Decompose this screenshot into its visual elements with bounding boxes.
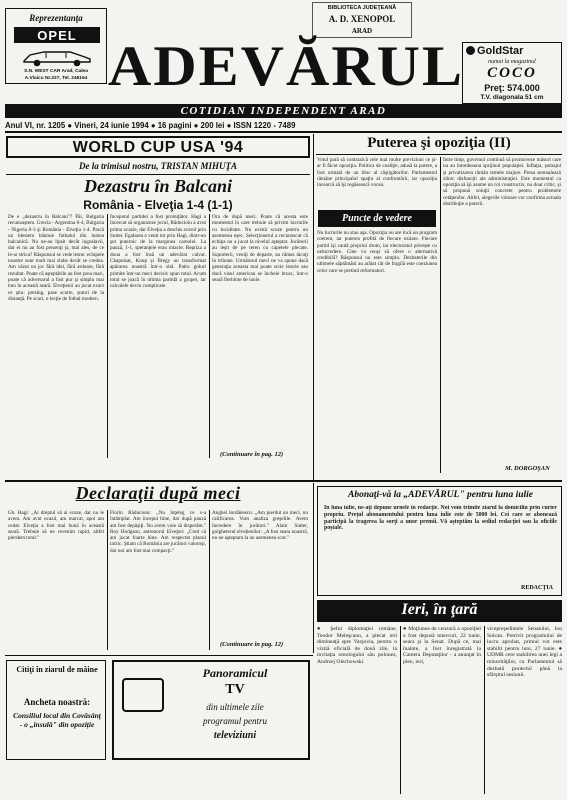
opel-brand: OPEL [37, 28, 77, 43]
panoramic-line4: programul pentru [203, 716, 267, 726]
worldcup-col2: Începutul partidei a fost promiţător. Hagi a încercat să organizeze jocul, Răducioiu a avut prima ocazie, dar Elveţia a deschis scorul prin Sutter. Egalarea a venit tot prin Hagi, dintr-un şut puternic de la marginea careului. La pauză, 1-1, speranţele erau intacte. Repriza a doua a fost însă un adevărat calvar. Chapuisat, Knup şi Bregy au transformat apărarea noastră într-o sită. Patru goluri primite într-un meci decisiv spun totul. Acum totul se joacă în ultima partidă a grupei, iar calculele devin complicate. [110, 214, 206, 290]
stamp-line3: ARAD [351, 27, 373, 35]
politics-body1: Nu lucrurile nu stau aşa. Opoziţia nu are încă un program coerent, iar puterea profită de fiecare ezitare. Fiecare partid îşi caută propriul drum, iar electoratul priveşte cu neîncredere. Cine va reuşi să ofere o alternativă credibilă? Răspunsul nu este simplu. Dezbaterile din ultimele săptămâni au arătat cât de fragilă este coeziunea celor care se pretind reformatori. [317, 230, 437, 274]
sidebar-line1: Citiţi în ziarul de mâine [16, 665, 98, 674]
worldcup-title: WORLD CUP USA '94 [72, 139, 244, 156]
goldstar-tagline: numai la magazinul [488, 59, 536, 65]
worldcup-byline: De la trimisul nostru, TRISTAN MIHUŢA [78, 161, 238, 171]
declaratii-col2: Florin Răducioiu: „Nu înţeleg ce s-a întâmplat. Am început bine, dar după pauză am fost depăşiţi. Nu avem voie să disperăm." Roy Hodgson, antrenorul Elveţiei: „Cred că am jucat foarte bine. Am respectat planul tactic. Ştiam că România are jucători valoroşi, dar noi am fost mai compacţi." [110, 510, 206, 554]
opel-logo [14, 27, 100, 43]
masthead-subtitle: COTIDIAN INDEPENDENT ARAD [180, 105, 387, 117]
panoramic-line2: TV [225, 682, 245, 697]
opel-ad [5, 8, 107, 84]
ieri-col3: vicepreşedintele Senatului, Ion Solcan. Potrivit programului de lucru aprobat, primul vot este stabilit pentru luni, 27 iunie. ● UDMR cere stabilirea unei legi a minorităţilor, ca Parlamentul să dezbată proiectul până la sfârşitul sesiunii. [487, 626, 562, 679]
ieri-col2: ● Moţiunea de cenzură a opoziţiei a fost depusă miercuri, 22 iunie, seara şi la Senat. După ce, mai înainte, a fost înregistrată la Camera Deputaţilor - a anunţat în plen, ieri, [403, 626, 481, 665]
worldcup-score: România - Elveţia 1-4 (1-1) [83, 198, 233, 212]
politics-headline: Puterea şi opoziţia (II) [367, 135, 511, 151]
politics-subhead-box [318, 210, 436, 227]
sidebar-line3: Consiliul local din Covăsânţ - o „insulă" din opoziţie [13, 711, 101, 729]
worldcup-col3: Ora de după meci. Poate că acesta este momentul în care trebuie să privim lucrurile cu luciditate. Nu există scuze pentru un asemenea eşec. Selecţionerul a recunoscut că echipa nu a jucat la nivelul aşteptat. Jucătorii au ieşit de pe teren cu capetele plecate. Suporterii, veniţi de departe, au rămas tăcuţi în tribune. Următorul meci ne va spune dacă generaţia aceasta mai poate scrie istorie sau dacă visul american se încheie brusc, într-o seară fierbinte de iunie. [212, 214, 308, 283]
ieri-headline: Ieri, în ţară [401, 601, 478, 618]
sidebar-box [6, 660, 106, 760]
tv-icon [122, 678, 164, 712]
panoramic-line1: Panoramicul [202, 666, 268, 680]
politics-subhead: Puncte de vedere [342, 213, 412, 224]
stamp-line1: BIBLIOTECA JUDEŢEANĂ [327, 5, 397, 11]
ieri-col-divider-2 [484, 626, 485, 794]
politics-signature: M. DORGOŞAN [505, 465, 550, 472]
panoramic-line3: din ultimele zile [206, 702, 264, 712]
politics-body2: Între timp, guvernul continuă să promoveze măsuri care nu au întotdeauna sprijinul populaţiei. Inflaţia, şomajul şi privatizarea rămân temele majore. Presa semnalează zilnic disfuncţii ale administraţiei. Este momentul ca opoziţia să îşi asume un rol constructiv, nu doar critic, şi să propună soluţii concrete pentru problemele cetăţenilor. Altfel, alegerile viitoare vor confirma actuala distribuţie a puterii. [443, 157, 561, 208]
mid-rule [5, 480, 562, 482]
declaratii-col3: Anghel Iordănescu: „Am pierdut un meci, nu calificarea. Vom analiza greşelile. Avem încredere în jucători." Alain Sutter, golgheterul elveţienilor: „A fost seara noastră, nu ne aşteptam la un asemenea scor." [212, 510, 308, 542]
masthead-title: ADEVĂRUL [108, 34, 465, 98]
issue-line: Anul VI, nr. 1205 ● Vineri, 24 iunie 1994 ● 16 pagini ● 200 lei ● ISSN 1220 - 7489 [5, 121, 296, 130]
masthead-rule [5, 131, 562, 133]
opel-label: Reprezentanţa [29, 13, 83, 23]
worldcup-col-divider-2 [209, 214, 210, 458]
abonament-body: În luna iulie, ne-aţi depune urnele în redacţie. Noi vom trimite ziarul la domiciliu prin curier propriu. Preţul abonamentului pentru luna iulie este de 5000 lei. Cei care se abonează participă la tragerea la sorţi a unor premii. Vă aşteptăm la sediul redacţiei sau la oficiile poştale. [324, 505, 557, 532]
stamp-line2: A. D. XENOPOL [328, 14, 396, 24]
declaratii-col1: Gh. Hagi: „Ai dreptul să ai scuze, dar nu le avem. Am avut ocazii, am marcat, apoi am cedat. Elveţia a fost mai bună în această seară. Trebuie să ne revenim rapid, altfel pierdem totul." [8, 510, 104, 542]
declaratii-col-divider-1 [107, 510, 108, 650]
worldcup-col-divider-1 [107, 214, 108, 458]
abonament-headline: Abonaţi-vă la „ADEVĂRUL" pentru luna iulie [347, 490, 534, 500]
goldstar-store: COCO [487, 65, 537, 81]
goldstar-detail: T.V. diagonala 51 cm [480, 94, 544, 101]
worldcup-banner [6, 136, 310, 158]
ieri-col-divider-1 [400, 626, 401, 794]
worldcup-headline: Dezastru în Balcani [83, 176, 233, 196]
stamp [312, 2, 412, 38]
ieri-col1: ● Şeful diplomaţiei române, Teodor Meleşcanu, a plecat ieri dimineaţă spre Varşovia, pentru o vizită oficială de două zile, la invitaţia omologului său polonez, Andrzej Olechowski. [317, 626, 397, 665]
lower-rule [5, 655, 313, 656]
goldstar-brand: GoldStar [477, 45, 524, 57]
declaratii-continued-link[interactable]: (Continuare în pag. 12) [220, 641, 284, 648]
car-icon [20, 47, 94, 67]
abonament-box [317, 486, 562, 596]
mid-divider [313, 483, 314, 653]
goldstar-logo-icon [466, 46, 475, 55]
politics-col-divider [440, 157, 441, 473]
goldstar-price: Preţ: 574.000 [484, 83, 540, 93]
sidebar-line2: Ancheta noastră: [23, 697, 91, 707]
opel-address: A.Vlaicu Nr.227, Tel. 246164 [24, 76, 88, 81]
panoramic-box [112, 660, 310, 760]
main-divider [313, 134, 314, 480]
declaratii-col-divider-2 [209, 510, 210, 650]
ieri-bar [317, 600, 562, 622]
goldstar-ad [462, 42, 562, 104]
declaratii-headline: Declaraţii după meci [75, 483, 241, 503]
politics-rule [316, 154, 562, 155]
politics-intro: Votul pară să contrazică cele mai multe previziuni ce şi-ar fi făcut opoziţia. Politica de coaliţie, adusă la putere, a fost urmată de un bloc al câştigătorilor. Parlamentul rămâne principalul spaţiu al confruntării, iar opoziţia încearcă să îşi regăsească vocea. [317, 157, 437, 189]
worldcup-rule [6, 174, 310, 175]
subtitle-bar [5, 104, 562, 118]
worldcup-col1: De e „dezastru în Balcani"? Păi, Bulgaria recunoaştem. Grecia - Argentina 0-4, Bulgaria - Nigeria 0-3 şi România - Elveţia 1-4. Parcă un blestem bântuie fotbalul din lumea balcanică. Nu ne-au lipsit decât iugoslavii, dar ei nu au fost prezenţi şi, mai ales, de ce le-ar strica? Răspunsul se vede lesne: echipele noastre sunt mult mai slabe decât se credea. Am văzut un joc fără idei, fără ardoare, fără rezultat. Poate că aşteptările au fost prea mari, poate că adversarul a fost pur şi simplu mai bun în această seară. Elveţienii au jucat exact ce ştiu: presing, pase scurte, şuturi de la distanţă. Pe scurt, o lecţie de fotbal modern. [8, 214, 104, 302]
opel-dealer: S.N. WEST CAR Arad, Calea [24, 69, 88, 74]
panoramic-line5: televiziuni [213, 730, 257, 741]
worldcup-continued-link[interactable]: (Continuare în pag. 12) [220, 451, 284, 458]
abonament-signature: REDACŢIA [520, 585, 553, 591]
